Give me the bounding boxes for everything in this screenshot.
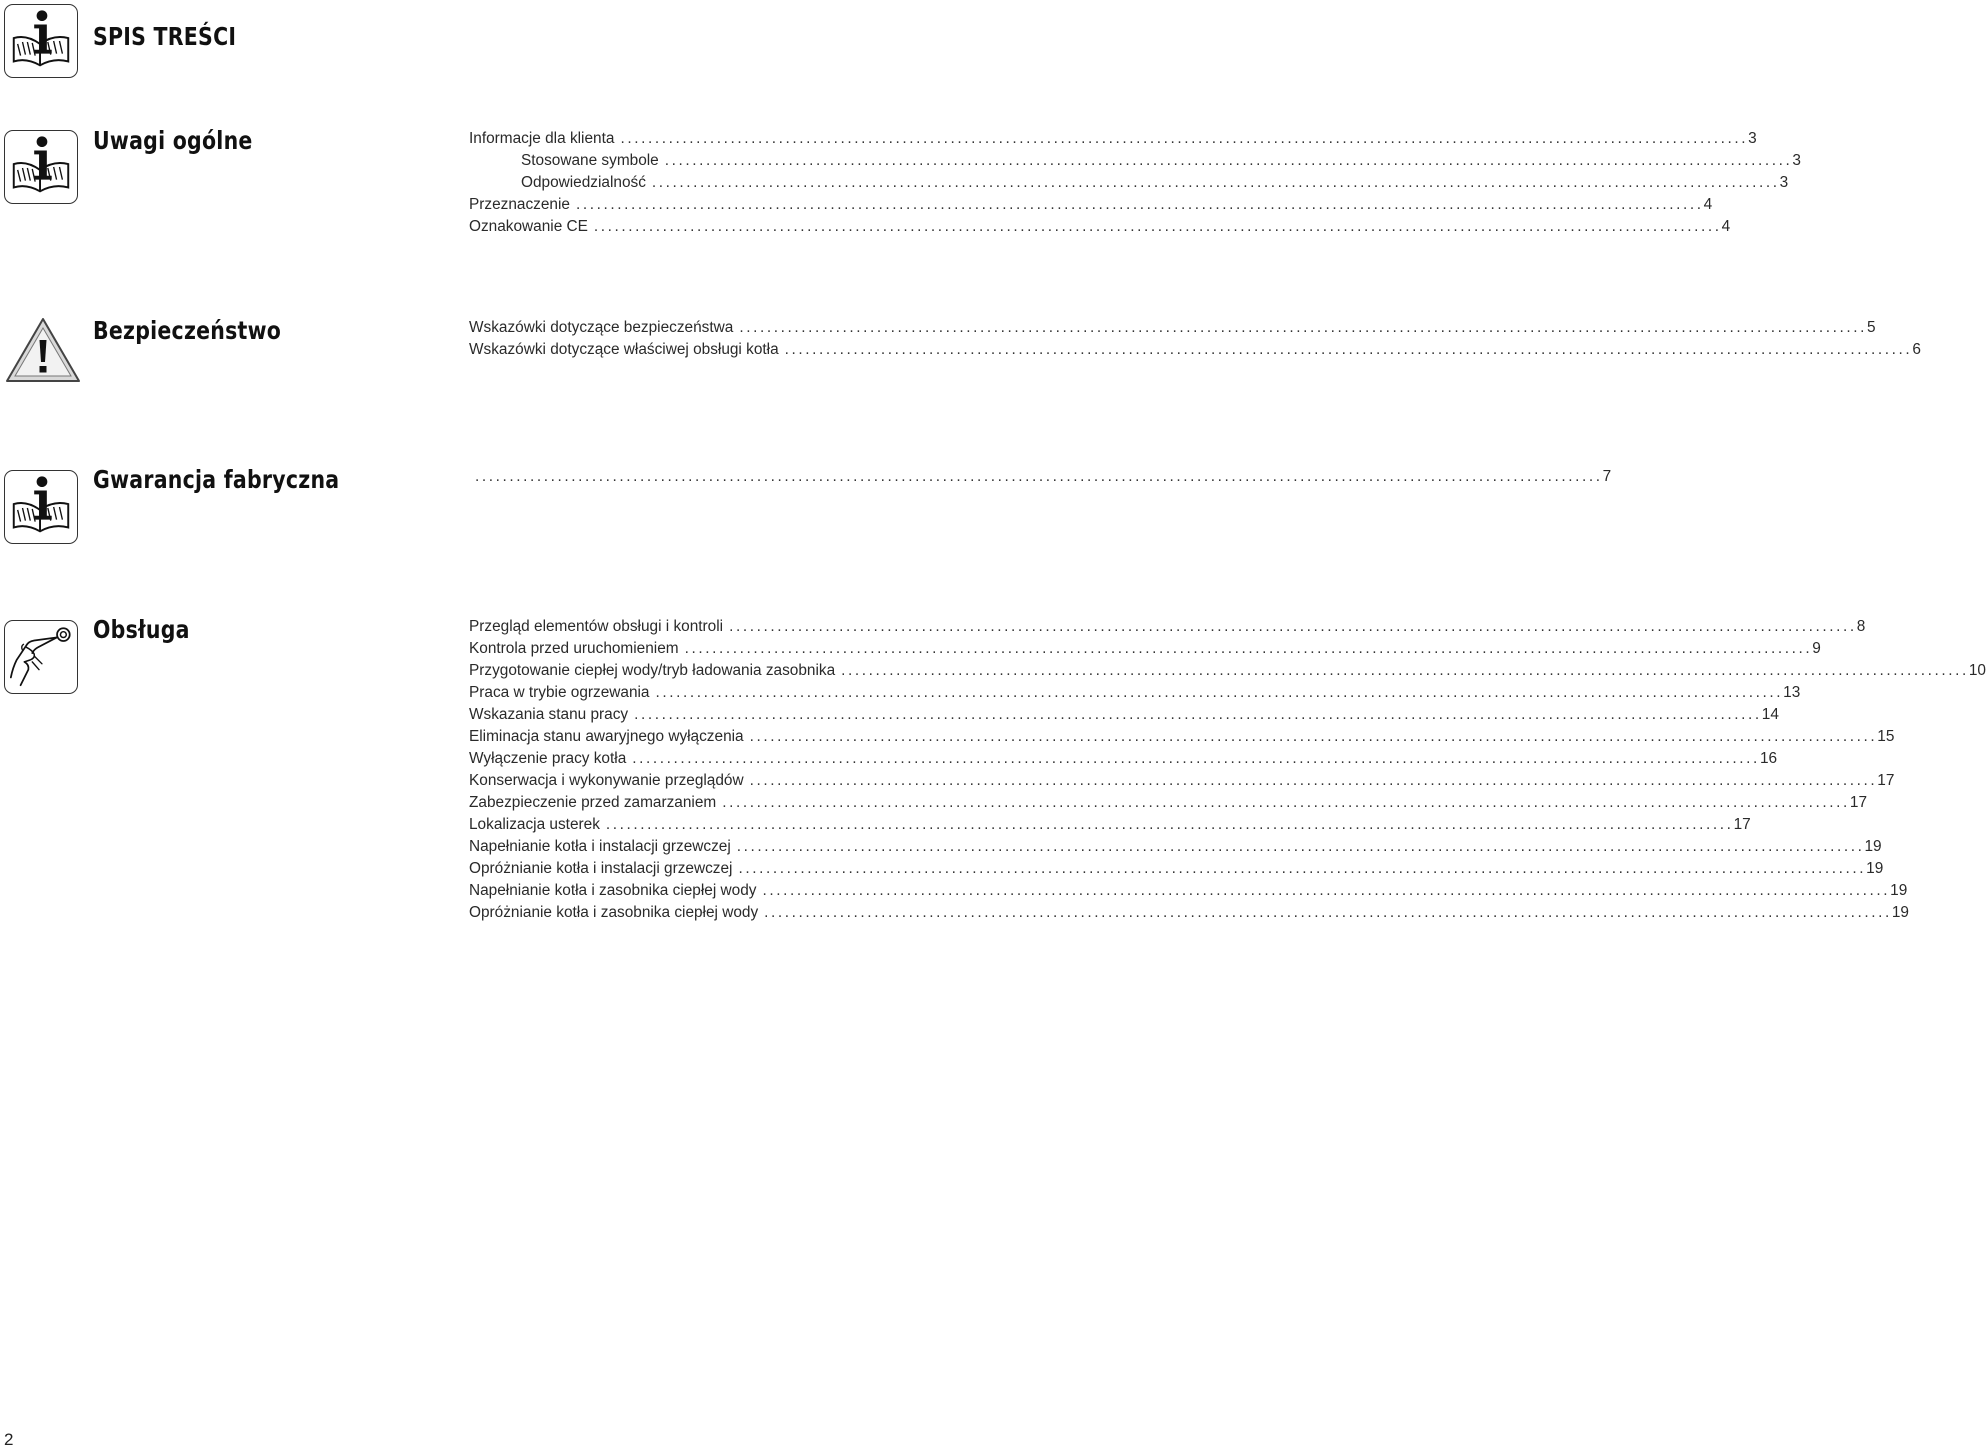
toc-entry-page: 13 [1783, 684, 1801, 701]
section-heading-gwarancja-fabryczna: Gwarancja fabryczna [93, 465, 340, 494]
toc-entry-label: Odpowiedzialność [521, 174, 646, 191]
toc-entry[interactable] [469, 466, 1612, 488]
leader-dots [750, 770, 1878, 792]
toc-entry[interactable] [469, 902, 1909, 924]
leader-dots [632, 748, 1760, 770]
toc-entry[interactable] [469, 858, 1884, 880]
leader-dots [764, 902, 1892, 924]
toc-entry[interactable] [469, 150, 1801, 172]
toc-list-uwagi-ogolne [469, 128, 1801, 238]
toc-entry-label: Napełnianie kotła i zasobnika ciepłej wody [469, 882, 757, 899]
toc-entry-page: 8 [1856, 618, 1866, 635]
toc-entry-label: Wskazówki dotyczące bezpieczeństwa [469, 319, 734, 336]
leader-dots [620, 128, 1748, 150]
toc-entry-page: 7 [1602, 468, 1612, 485]
toc-entry[interactable] [469, 748, 1778, 770]
toc-entry-label: Przegląd elementów obsługi i kontroli [469, 618, 724, 635]
leader-dots [841, 660, 1969, 682]
leader-dots [475, 466, 1603, 488]
warning-triangle-icon [4, 316, 82, 384]
warning-triangle-icon-graphic [4, 316, 82, 384]
toc-entry-label: Kontrola przed uruchomieniem [469, 640, 679, 657]
section-heading-uwagi-ogolne: Uwagi ogólne [93, 126, 253, 155]
leader-dots [665, 150, 1793, 172]
toc-entry[interactable] [469, 836, 1882, 858]
leader-dots [594, 216, 1722, 238]
toc-entry-page: 3 [1748, 130, 1757, 147]
toc-entry-page: 10 [1968, 662, 1986, 679]
leader-dots [576, 194, 1704, 216]
toc-entry-page: 19 [1866, 860, 1884, 877]
toc-entry-page: 6 [1912, 341, 1921, 358]
toc-entry-page: 16 [1759, 750, 1778, 767]
info-book-icon-graphic [5, 131, 77, 203]
toc-entry-label: Napełnianie kotła i instalacji grzewczej [469, 838, 731, 855]
toc-entry[interactable] [469, 660, 1986, 682]
toc-entry[interactable] [469, 880, 1908, 902]
toc-entry-label: Oznakowanie CE [469, 218, 588, 235]
toc-entry-label: Informacje dla klienta [469, 130, 615, 147]
info-book-icon [4, 4, 78, 78]
toc-entry[interactable] [469, 814, 1751, 836]
toc-entry[interactable] [469, 682, 1801, 704]
leader-dots [738, 858, 1866, 880]
leader-dots [737, 836, 1865, 858]
toc-entry-page: 17 [1877, 772, 1895, 789]
toc-entry-page: 15 [1877, 728, 1895, 745]
toc-entry-page: 19 [1890, 882, 1908, 899]
toc-entry-label: Zabezpieczenie przed zamarzaniem [469, 794, 717, 811]
toc-list-gwarancja-fabryczna [469, 466, 1612, 488]
toc-entry[interactable] [469, 317, 1876, 339]
section-heading-obsluga: Obsługa [93, 615, 190, 644]
page-number: 2 [4, 1430, 14, 1449]
hand-pressing-button-icon-graphic [5, 621, 77, 693]
leader-dots [729, 616, 1857, 638]
toc-entry-page: 5 [1867, 319, 1876, 336]
toc-entry-page: 17 [1733, 816, 1751, 833]
hand-pressing-button-icon [4, 620, 78, 694]
toc-list-bezpieczenstwo [469, 317, 1921, 361]
toc-entry-label: Opróżnianie kotła i zasobnika ciepłej wody [469, 904, 759, 921]
toc-entry[interactable] [469, 194, 1713, 216]
toc-entry-page: 14 [1761, 706, 1779, 723]
info-book-icon-graphic [5, 471, 77, 543]
leader-dots [656, 682, 1784, 704]
leader-dots [685, 638, 1813, 660]
toc-entry[interactable] [469, 172, 1789, 194]
section-heading-bezpieczenstwo: Bezpieczeństwo [93, 316, 282, 345]
toc-entry[interactable] [469, 616, 1866, 638]
toc-entry-page: 3 [1792, 152, 1801, 169]
toc-entry[interactable] [469, 128, 1757, 150]
toc-entry-page: 3 [1779, 174, 1789, 191]
leader-dots [785, 339, 1913, 361]
toc-entry-label: Wskazania stanu pracy [469, 706, 629, 723]
info-book-icon-graphic [5, 5, 77, 77]
toc-entry-page: 19 [1891, 904, 1909, 921]
toc-list-obsluga [469, 616, 1986, 924]
toc-entry-page: 4 [1721, 218, 1731, 235]
toc-entry-label: Opróżnianie kotła i instalacji grzewczej [469, 860, 733, 877]
leader-dots [606, 814, 1734, 836]
toc-entry[interactable] [469, 339, 1921, 361]
info-book-icon [4, 470, 78, 544]
toc-entry-page: 19 [1864, 838, 1882, 855]
toc-entry[interactable] [469, 704, 1779, 726]
toc-entry-label: Wskazówki dotyczące właściwej obsługi kotła [469, 341, 779, 358]
toc-entry-label: Lokalizacja usterek [469, 816, 600, 833]
toc-entry-label: Konserwacja i wykonywanie przeglądów [469, 772, 744, 789]
toc-entry-label: Wyłączenie pracy kotła [469, 750, 627, 767]
toc-entry-label: Praca w trybie ogrzewania [469, 684, 650, 701]
toc-entry[interactable] [469, 792, 1868, 814]
toc-entry[interactable] [469, 726, 1895, 748]
info-book-icon [4, 130, 78, 204]
leader-dots [722, 792, 1850, 814]
page-title: SPIS TREŚCI [93, 22, 237, 51]
leader-dots [739, 317, 1867, 339]
toc-entry-label: Eliminacja stanu awaryjnego wyłączenia [469, 728, 744, 745]
toc-entry-label: Przygotowanie ciepłej wody/tryb ładowania zasobnika [469, 662, 836, 679]
toc-entry[interactable] [469, 638, 1821, 660]
toc-entry[interactable] [469, 770, 1895, 792]
toc-entry-page: 9 [1812, 640, 1821, 657]
leader-dots [652, 172, 1780, 194]
toc-entry-label: Przeznaczenie [469, 196, 570, 213]
toc-entry-label: Stosowane symbole [521, 152, 659, 169]
leader-dots [762, 880, 1890, 902]
leader-dots [750, 726, 1878, 748]
toc-entry-page: 4 [1703, 196, 1713, 213]
toc-entry-page: 17 [1849, 794, 1868, 811]
leader-dots [634, 704, 1762, 726]
toc-entry[interactable] [469, 216, 1731, 238]
